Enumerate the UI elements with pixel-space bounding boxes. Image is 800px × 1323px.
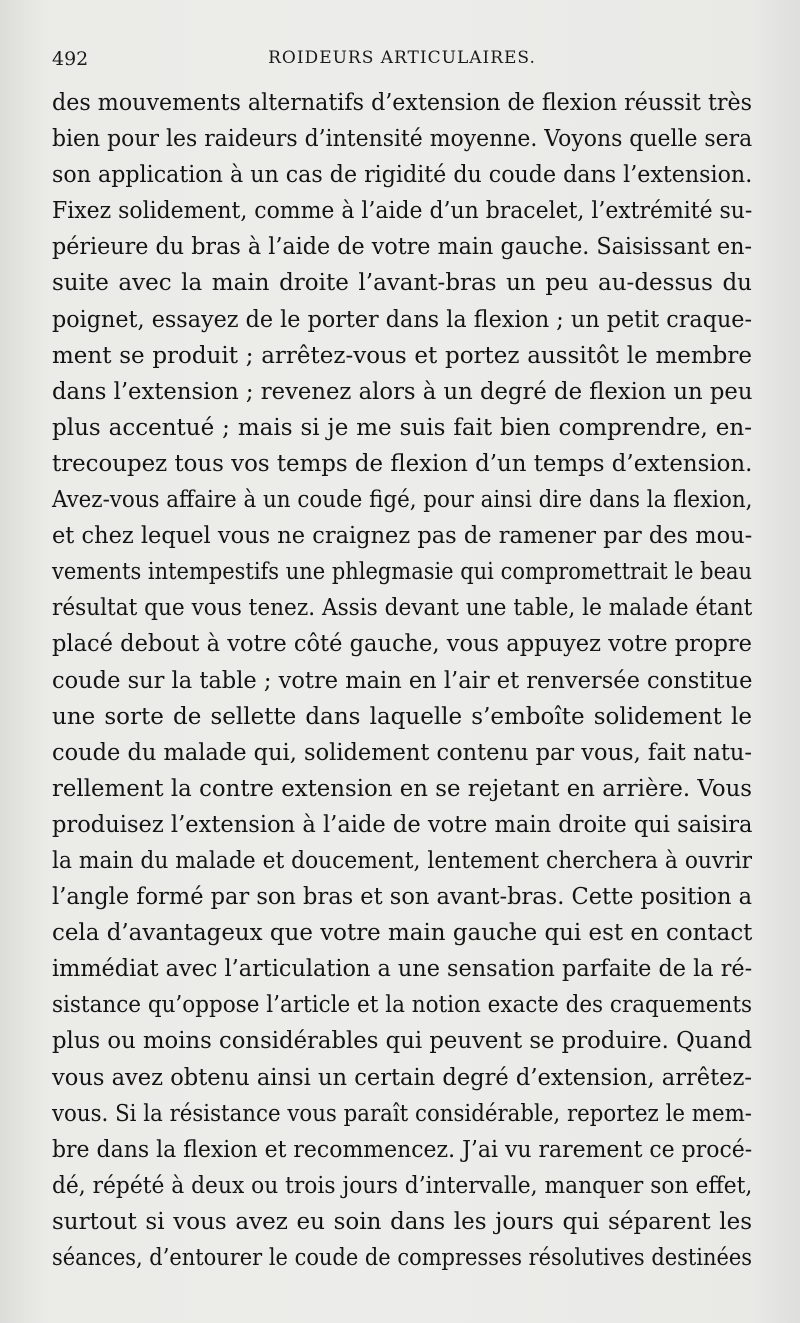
text-line: plus accentué ; mais si je me suis fait bien comprendre, en- [52,414,752,441]
text-line: surtout si vous avez eu soin dans les jours qui séparent les [52,1208,752,1235]
text-line: vements intempestifs une phlegmasie qui compromettrait le beau [52,559,752,586]
text-line: bien pour les raideurs d’intensité moyenne. Voyons quelle sera [52,126,753,153]
text-line: coude du malade qui, solidement contenu par vous, fait natu- [52,739,752,766]
page-number: 492 [52,48,89,70]
text-line: coude sur la table ; votre main en l’air et renversée constitue [52,667,753,694]
text-line: plus ou moins considérables qui peuvent se produire. Quand [52,1028,753,1055]
text-line: dans l’extension ; revenez alors à un degré de flexion un peu [52,378,753,405]
text-line: résultat que vous tenez. Assis devant une table, le malade étant [52,595,753,622]
text-line: des mouvements alternatifs d’extension de flexion réussit très [52,90,752,116]
text-line: une sorte de sellette dans laquelle s’emboîte solidement le [52,703,752,730]
text-line: Avez-vous affaire à un coude figé, pour ainsi dire dans la flexion, [52,487,753,514]
text-line: l’angle formé par son bras et son avant-bras. Cette position a [52,884,753,911]
text-line: cela d’avantageux que votre main gauche qui est en contact [52,920,753,947]
text-line: sistance qu’oppose l’article et la notion exacte des craquements [52,992,752,1019]
body-text [52,85,752,1276]
running-title: ROIDEURS ARTICULAIRES. [268,48,536,68]
text-line: vous. Si la résistance vous paraît considérable, reportez le mem- [52,1100,752,1127]
text-line: Fixez solidement, comme à l’aide d’un bracelet, l’extrémité su- [52,198,753,225]
text-line: poignet, essayez de le porter dans la flexion ; un petit craque- [52,306,752,333]
text-line: trecoupez tous vos temps de flexion d’un temps d’extension. [52,450,753,477]
text-line: suite avec la main droite l’avant-bras un peu au-dessus du [52,270,752,297]
text-line: périeure du bras à l’aide de votre main gauche. Saisissant en- [52,234,752,261]
text-line: placé debout à votre côté gauche, vous appuyez votre propre [52,631,752,658]
text-line: séances, d’entourer le coude de compresses résolutives destinées [52,1245,752,1271]
text-line: et chez lequel vous ne craignez pas de ramener par des mou- [52,523,753,550]
text-line: immédiat avec l’articulation a une sensation parfaite de la ré- [52,956,753,983]
text-line: bre dans la flexion et recommencez. J’ai vu rarement ce procé- [52,1136,753,1163]
page-header [52,44,752,74]
text-line: rellement la contre extension en se rejetant en arrière. Vous [52,775,752,802]
text-line: vous avez obtenu ainsi un certain degré d’extension, arrêtez- [52,1064,752,1091]
text-line: produisez l’extension à l’aide de votre main droite qui saisira [52,811,753,838]
text-line: dé, répété à deux ou trois jours d’intervalle, manquer son effet, [52,1172,753,1199]
text-line: son application à un cas de rigidité du coude dans l’extension. [52,162,753,189]
text-line: ment se produit ; arrêtez-vous et portez aussitôt le membre [52,342,752,369]
text-line: la main du malade et doucement, lentement cherchera à ouvrir [52,847,752,874]
